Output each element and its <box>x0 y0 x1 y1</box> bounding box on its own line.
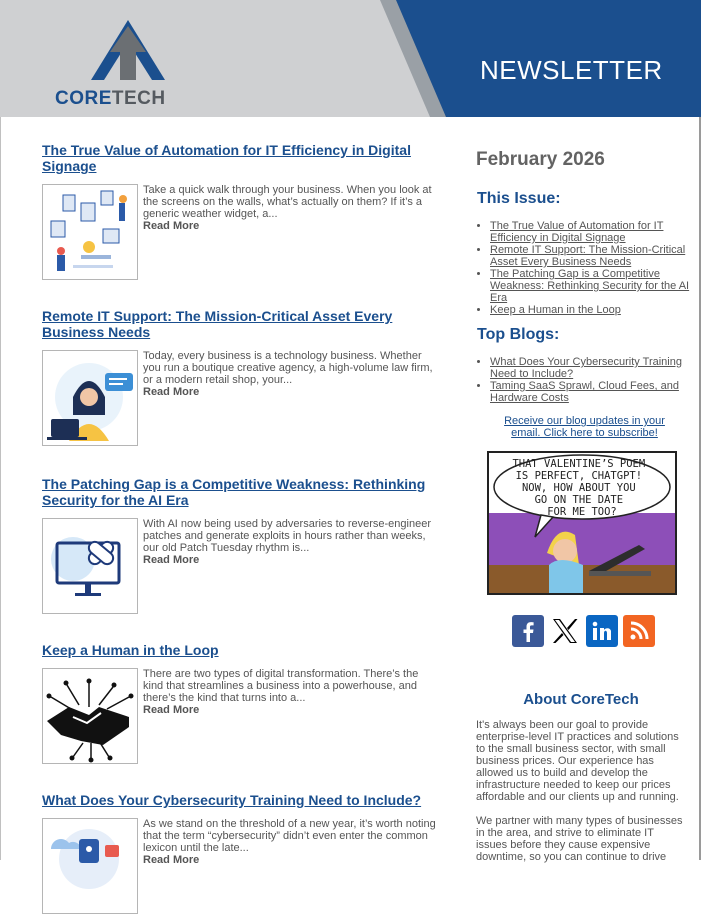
about-paragraph: We partner with many types of businesses in the area, and strive to eliminate IT issues before they cause expensive downtime, so you can continue to drive <box>476 815 683 863</box>
this-issue-list <box>476 220 695 316</box>
article-card <box>42 476 437 566</box>
excerpt-text: There are two types of digital transformation. There’s the kind that streamlines a business into a powerhouse, and there’s the kind that turns into a... <box>143 668 419 704</box>
brand-tech: TECH <box>111 88 166 109</box>
brand-core: CORE <box>55 88 112 109</box>
list-item <box>490 304 695 316</box>
facebook-icon[interactable] <box>512 615 544 647</box>
read-more-link[interactable]: Read More <box>143 554 200 566</box>
list-item <box>490 268 695 304</box>
article-excerpt <box>143 668 437 716</box>
article-excerpt <box>143 518 437 566</box>
comic-strip[interactable] <box>487 451 677 595</box>
this-issue-link[interactable]: The Patching Gap is a Competitive Weakness: Rethinking Security for the AI Era <box>490 268 690 304</box>
top-blogs-list <box>476 356 695 404</box>
issue-month: February 2026 <box>476 149 605 170</box>
excerpt-text: Today, every business is a technology business. Whether you run a boutique creative agency, a high-volume law firm, or a modern retail shop, your... <box>143 350 433 386</box>
read-more-link[interactable]: Read More <box>143 386 200 398</box>
article-title-link[interactable]: The True Value of Automation for IT Efficiency in Digital Signage <box>42 142 411 174</box>
this-issue-heading: This Issue: <box>477 190 561 207</box>
about-heading: About CoreTech <box>523 691 639 708</box>
list-item <box>490 356 695 380</box>
newsletter-header <box>0 0 701 117</box>
brand-wordmark <box>55 88 166 110</box>
article-card <box>42 792 437 866</box>
patched-monitor-icon[interactable] <box>42 518 138 614</box>
article-excerpt <box>143 184 437 232</box>
top-blog-link[interactable]: What Does Your Cybersecurity Training Need to Include? <box>490 356 682 380</box>
handshake-circuit-icon[interactable] <box>42 668 138 764</box>
this-issue-link[interactable]: The True Value of Automation for IT Efficiency in Digital Signage <box>490 220 664 244</box>
linkedin-icon[interactable] <box>586 615 618 647</box>
article-title-link[interactable]: Keep a Human in the Loop <box>42 642 219 658</box>
subscribe-link[interactable]: Receive our blog updates in your email. Click here to subscribe! <box>504 415 665 439</box>
excerpt-text: Take a quick walk through your business. When you look at the screens on the walls, what’s actually on them? If it’s a generic weather widget, a... <box>143 184 432 220</box>
list-item <box>490 220 695 244</box>
this-issue-link[interactable]: Keep a Human in the Loop <box>490 304 621 316</box>
social-links <box>512 615 655 647</box>
comic-illustration <box>489 453 675 593</box>
read-more-link[interactable]: Read More <box>143 854 200 866</box>
article-card <box>42 642 437 716</box>
article-card <box>42 308 437 398</box>
article-excerpt <box>143 350 437 398</box>
article-title-link[interactable]: Remote IT Support: The Mission-Critical Asset Every Business Needs <box>42 308 393 340</box>
excerpt-text: As we stand on the threshold of a new year, it’s worth noting that the term “cybersecurity” didn’t even enter the common lexicon until the late... <box>143 818 436 854</box>
read-more-link[interactable]: Read More <box>143 220 200 232</box>
cybersecurity-illustration-icon[interactable] <box>42 818 138 914</box>
excerpt-text: With AI now being used by adversaries to reverse-engineer patches and generate exploits in hours rather than weeks, our old Patch Tuesday rhythm is... <box>143 518 431 554</box>
article-excerpt <box>143 818 437 866</box>
this-issue-link[interactable]: Remote IT Support: The Mission-Critical Asset Every Business Needs <box>490 244 686 268</box>
list-item <box>490 244 695 268</box>
list-item <box>490 380 695 404</box>
comic-caption: THAT VALENTINE’S POEM IS PERFECT, CHATGPT! NOW, HOW ABOUT YOU GO ON THE DATE FOR ME TOO? <box>512 458 646 518</box>
newsletter-title: NEWSLETTER <box>480 55 663 85</box>
article-title-link[interactable]: What Does Your Cybersecurity Training Need to Include? <box>42 792 422 808</box>
digital-signage-illustration-icon[interactable] <box>42 184 138 280</box>
article-card <box>42 142 437 232</box>
top-blogs-heading: Top Blogs: <box>477 326 560 343</box>
article-title-link[interactable]: The Patching Gap is a Competitive Weakness: Rethinking Security for the AI Era <box>42 476 426 508</box>
read-more-link[interactable]: Read More <box>143 704 200 716</box>
rss-icon[interactable] <box>623 615 655 647</box>
top-blog-link[interactable]: Taming SaaS Sprawl, Cloud Fees, and Hardware Costs <box>490 380 679 404</box>
x-icon[interactable] <box>549 615 581 647</box>
support-agent-illustration-icon[interactable] <box>42 350 138 446</box>
about-paragraph: It's always been our goal to provide enterprise-level IT practices and solutions to the small business sector, with small business prices. Our experience has allowed us to build and develop the infrastructure needed to keep our prices affordable and our clients up and running. <box>476 719 679 803</box>
